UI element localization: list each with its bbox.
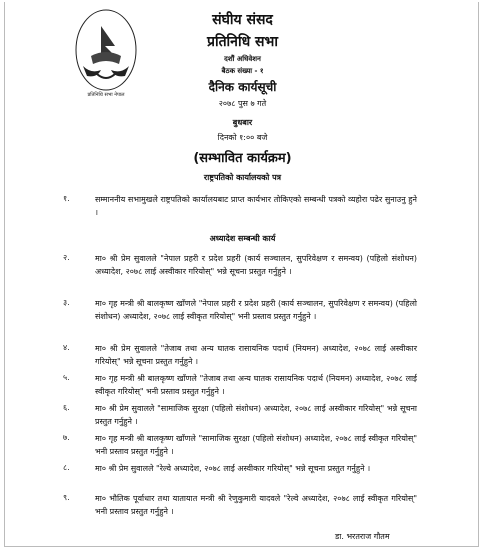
- section-heading-president-letter: राष्ट्रपतिको कार्यालयको पत्र: [203, 173, 282, 182]
- section-heading-ordinance: अध्यादेश सम्बन्धी कार्य: [209, 234, 276, 243]
- agenda-date: २०७८ पुस ७ गते: [218, 99, 267, 108]
- session-label: दशौं अधिवेशन: [224, 55, 261, 63]
- item-number: ५.: [63, 373, 70, 382]
- item-text: सम्माननीय सभामुखले राष्ट्रपतिको कार्यालयबाट प्राप्त कार्यभार तोकिएको सम्बन्धी पत्रको व्यहोरा पढेर सुनाउनु हुने ।: [95, 195, 417, 217]
- agenda-day: बुधबार: [232, 118, 253, 127]
- item-number: ६.: [63, 403, 70, 412]
- item-text: मा० श्री प्रेम सुवालले "तेजाब तथा अन्य घातक रासायनिक पदार्थ (नियमन) अध्यादेश, २०७८ लाई अस्वीकार गरियोस्" भन्ने सूचना प्रस्तुत गर्नुहुने ।: [95, 344, 417, 366]
- tentative-program-title: (सम्भावित कार्यक्रम): [193, 151, 292, 166]
- meeting-number: बैठक संख्या - १: [221, 67, 264, 75]
- item-text: मा० श्री प्रेम सुवालले "सामाजिक सुरक्षा (पहिलो संशोधन) अध्यादेश, २०७८ लाई अस्वीकार गरियोस्" भन्ने सूचना प्रस्तुत गर्नुहुने ।: [95, 404, 417, 426]
- item-text: मा० श्री प्रेम सुवालले "रेल्वे अध्यादेश, २०७८ लाई अस्वीकार गरियोस्" भन्ने सूचना प्रस्तुत गर्नुहुने ।: [95, 464, 371, 473]
- item-text: मा० गृह मन्त्री श्री बालकृष्ण खाँणले "सामाजिक सुरक्षा (पहिलो संशोधन) अध्यादेश, २०७८ लाई स्वीकृत गरियोस्" भनी प्रस्ताव प्रस्तुत गर्नुहुने ।: [95, 434, 417, 456]
- daily-agenda-title: दैनिक कार्यसूची: [208, 80, 277, 94]
- item-number: ३.: [63, 298, 70, 307]
- item-number: १.: [63, 194, 70, 203]
- item-number: ४.: [63, 343, 70, 352]
- item-number: २.: [63, 253, 70, 262]
- item-text: मा० भौतिक पूर्वाधार तथा यातायात मन्त्री श्री रेणुकुमारी यादवले "रेल्वे अध्यादेश, २०७८ लाई स्वीकृत गरियोस्" भनी प्रस्ताव प्रस्तुत गर्नुहुने ।: [95, 494, 417, 516]
- emblem-caption: प्रतिनिधि सभा नेपाल: [87, 92, 125, 98]
- item-text: मा० श्री प्रेम सुवालले "नेपाल प्रहरी र प्रदेश प्रहरी (कार्य सञ्चालन, सुपरिवेक्षण र समन्वय) (पहिलो संशोधन) अध्यादेश, २०७८ लाई अस्वीकार गरियोस्" भन्ने सूचना प्रस्तुत गर्नुहुने ।: [95, 254, 417, 276]
- signatory-name: डा. भरतराज गौतम: [335, 532, 390, 541]
- agenda-time: दिनको १:०० बजे: [217, 133, 268, 142]
- item-number: ८.: [63, 463, 70, 472]
- item-number: ९.: [63, 493, 70, 502]
- item-text: मा० गृह मन्त्री श्री बालकृष्ण खाँणले "नेपाल प्रहरी र प्रदेश प्रहरी (कार्य सञ्चालन, सुपरिवेक्षण र समन्वय) (पहिलो संशोधन) अध्यादेश, २०७८ लाई स्वीकृत गरियोस्" भनी प्रस्ताव प्रस्तुत गर्नुहुने ।: [95, 299, 417, 321]
- document-page: [4, 2, 479, 547]
- item-text: मा० गृह मन्त्री श्री बालकृष्ण खाँणले "तेजाब तथा अन्य घातक रासायनिक पदार्थ (नियमन) अध्यादेश, २०७८ लाई स्वीकृत गरियोस्" भनी प्रस्ताव प्रस्तुत गर्नुहुने ।: [95, 374, 417, 396]
- house-of-representatives-heading: प्रतिनिधि सभा: [206, 34, 278, 50]
- federal-parliament-heading: संघीय संसद: [212, 12, 273, 28]
- item-number: ७.: [63, 433, 70, 442]
